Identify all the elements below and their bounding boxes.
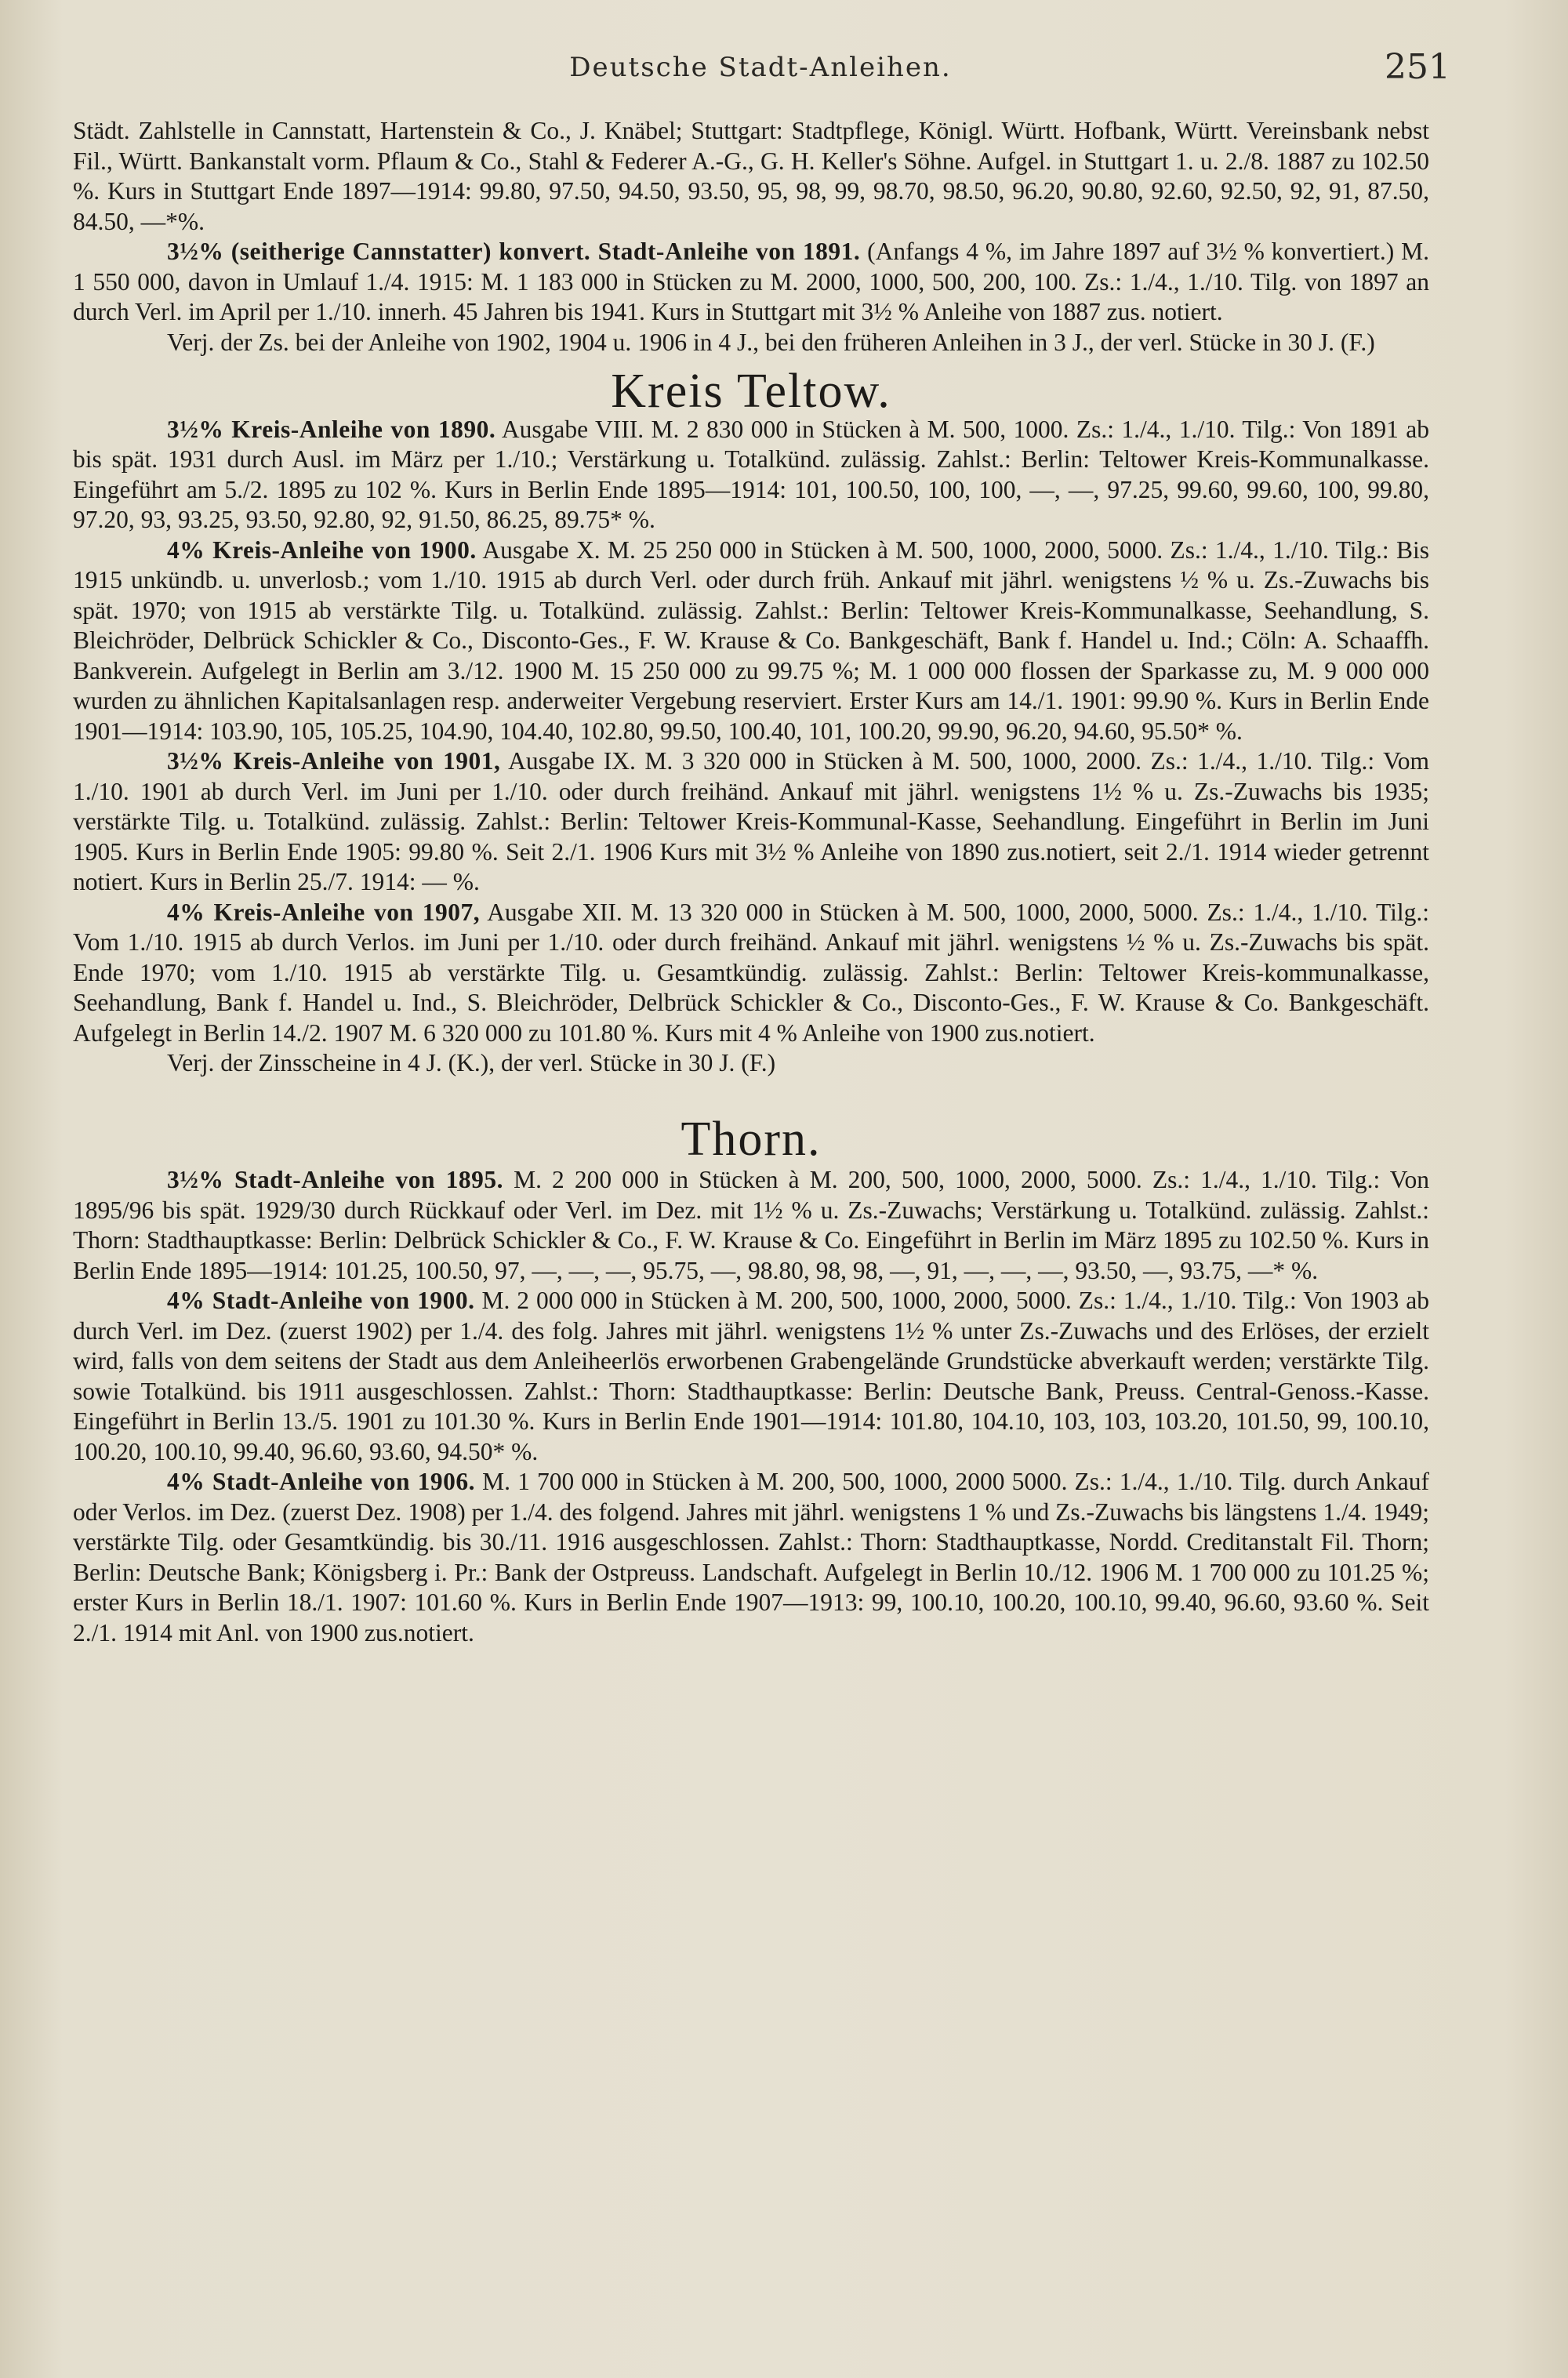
loan-title: 3½% Kreis-Anleihe von 1890.	[167, 415, 496, 443]
loan-text: Ausgabe XII. M. 13 320 000 in Stücken à M. 500, 1000, 2000, 5000. Zs.: 1./4., 1./10. Tilg.: Vom 1./10. 1915 ab durch Verlos. im Juni per 1./10. oder durch freihänd. Ankauf mit jährl. wenigstens ½ % u. Zs.-Zuwachs bis spät. Ende 1970; vom 1./10. 1915 ab verstärkte Tilg. u. Gesamtkündig. zulässig. Zahlst.: Berlin: Teltower Kreis-kommunalkasse, Seehandlung, Bank f. Handel u. Ind., S. Bleichröder, Delbrück Schickler & Co., Disconto-Ges., F. W. Krause & Co. Bankgeschäft. Aufgelegt in Berlin 14./2. 1907 M. 6 320 000 zu 101.80 %. Kurs mit 4 % Anleihe von 1900 zus.notiert.	[73, 898, 1429, 1047]
thorn-loan-1900	[73, 1286, 1429, 1467]
loan-title: 4% Stadt-Anleihe von 1906.	[167, 1468, 475, 1495]
loan-title: 3½% (seitherige Cannstatter) konvert. Stadt-Anleihe von 1891.	[167, 238, 861, 265]
section-heading-teltow: Kreis Teltow.	[611, 365, 891, 418]
section-heading-thorn: Thorn.	[681, 1112, 822, 1166]
section-kreis-teltow	[73, 365, 1430, 1079]
thorn-loan-1895	[73, 1165, 1429, 1286]
loan-title: 4% Kreis-Anleihe von 1900.	[167, 536, 477, 564]
teltow-loan-1901	[73, 746, 1429, 898]
page-body	[73, 116, 1429, 1648]
section-cannstatt	[73, 116, 1429, 358]
thorn-loan-1906	[73, 1467, 1429, 1648]
loan-text: (Anfangs 4 %, im Jahre 1897 auf 3½ % konvertiert.) M. 1 550 000, davon in Umlauf 1./4. 1915: M. 1 183 000 in Stücken zu M. 2000, 1000, 500, 200, 100. Zs.: 1./4., 1./10. Tilg. von 1897 an durch Verl. im April per 1./10. innerh. 45 Jahren bis 1941. Kurs in Stuttgart mit 3½ % Anleihe von 1887 zus. notiert.	[73, 238, 1429, 325]
cannstatt-continuation-paragraph: Städt. Zahlstelle in Cannstatt, Hartenstein & Co., J. Knäbel; Stuttgart: Stadtpflege, Königl. Württ. Hofbank, Württ. Vereinsbank nebst Fil., Württ. Bankanstalt vorm. Pflaum & Co., Stahl & Federer A.-G., G. H. Keller's Söhne. Aufgel. in Stuttgart 1. u. 2./8. 1887 zu 102.50 %. Kurs in Stuttgart Ende 1897—1914: 99.80, 97.50, 94.50, 93.50, 95, 98, 99, 98.70, 98.50, 96.20, 90.80, 92.60, 92.50, 92, 91, 87.50, 84.50, —*%.	[73, 117, 1429, 235]
loan-title: 4% Stadt-Anleihe von 1900.	[167, 1287, 475, 1314]
loan-text: M. 1 700 000 in Stücken à M. 200, 500, 1000, 2000 5000. Zs.: 1./4., 1./10. Tilg. durch Ankauf oder Verlos. im Dez. (zuerst Dez. 1908) per 1./4. des folgend. Jahres mit jährl. wenigstens 1 % und Zs.-Zuwachs bis längstens 1./4. 1949; verstärkte Tilg. oder Gesamtkündig. bis 30./11. 1916 ausgeschlossen. Zahlst.: Thorn: Stadthauptkasse, Nordd. Creditanstalt Fil. Thorn; Berlin: Deutsche Bank; Königsberg i. Pr.: Bank der Ostpreuss. Landschaft. Aufgelegt in Berlin 10./12. 1906 M. 1 700 000 zu 101.25 %; erster Kurs in Berlin 18./1. 1907: 101.60 %. Kurs in Berlin Ende 1907—1913: 99, 100.10, 100.20, 100.10, 99.40, 96.60, 93.60 %. Seit 2./1. 1914 mit Anl. von 1900 zus.notiert.	[73, 1468, 1430, 1646]
loan-text: Ausgabe IX. M. 3 320 000 in Stücken à M. 500, 1000, 2000. Zs.: 1./4., 1./10. Tilg.: Vom 1./10. 1901 ab durch Verl. im Juni per 1./10. oder durch freihänd. Ankauf mit jährl. wenigstens 1½ % u. Zs.-Zuwachs bis 1935; verstärkte Tilg. u. Totalkünd. zulässig. Zahlst.: Berlin: Teltower Kreis-Kommunal-Kasse, Seehandlung. Eingeführt in Berlin im Juni 1905. Kurs in Berlin Ende 1905: 99.80 %. Seit 2./1. 1906 Kurs mit 3½ % Anleihe von 1890 zus.notiert, seit 2./1. 1914 wieder getrennt notiert. Kurs in Berlin 25./7. 1914: — %.	[73, 747, 1430, 895]
teltow-loan-1890	[73, 415, 1429, 536]
running-title: Deutsche Stadt-Anleihen.	[569, 52, 952, 83]
loan-text: M. 2 000 000 in Stücken à M. 200, 500, 1000, 2000, 5000. Zs.: 1./4., 1./10. Tilg.: Von 1903 ab durch Verl. im Dez. (zuerst 1902) per 1./4. des folg. Jahres mit jährl. wenigstens 1½ % unter Zs.-Zuwachs und des Erlöses, der erzielt wird, falls von dem seitens der Stadt aus dem Anleiheerlös erworbenen Grabengelände Grundstücke abverkauft werden; verstärkte Tilg. sowie Totalkünd. bis 1911 ausgeschlossen. Zahlst.: Thorn: Stadthauptkasse: Berlin: Deutsche Bank, Preuss. Central-Genoss.-Kasse. Eingeführt in Berlin 13./5. 1901 zu 101.30 %. Kurs in Berlin Ende 1901—1914: 101.80, 104.10, 103, 103, 103.20, 101.50, 99, 100.10, 100.20, 100.10, 99.40, 96.60, 93.60, 94.50* %.	[73, 1287, 1429, 1465]
teltow-loan-1907	[73, 898, 1429, 1049]
loan-title: 4% Kreis-Anleihe von 1907,	[167, 898, 481, 926]
section-thorn	[73, 1112, 1430, 1649]
teltow-verjaehrung: Verj. der Zinsscheine in 4 J. (K.), der verl. Stücke in 30 J. (F.)	[167, 1049, 776, 1076]
loan-text: Ausgabe X. M. 25 250 000 in Stücken à M. 500, 1000, 2000, 5000. Zs.: 1./4., 1./10. Tilg.: Bis 1915 unkündb. u. unverlosb.; vom 1./10. 1915 ab durch Verl. oder durch früh. Ankauf mit jährl. wenigstens ½ % u. Zs.-Zuwachs bis spät. 1970; von 1915 ab verstärkte Tilg. u. Totalkünd. zulässig. Zahlst.: Berlin: Teltower Kreis-Kommunalkasse, Seehandlung, S. Bleichröder, Delbrück Schickler & Co., Disconto-Ges., F. W. Krause & Co. Bankgeschäft, Bank f. Handel u. Ind.; Cöln: A. Schaaffh. Bankverein. Aufgelegt in Berlin am 3./12. 1900 M. 15 250 000 zu 99.75 %; M. 1 000 000 flossen der Sparkasse zu, M. 9 000 000 wurden zu ähnlichen Kapitalsanlagen resp. anderweiter Vergebung reserviert. Erster Kurs am 14./1. 1901: 99.90 %. Kurs in Berlin Ende 1901—1914: 103.90, 105, 105.25, 104.90, 104.40, 102.80, 99.50, 100.40, 101, 100.20, 99.90, 96.20, 94.60, 95.50* %.	[73, 536, 1430, 745]
page-header	[71, 41, 1450, 88]
loan-title: 3½% Kreis-Anleihe von 1901,	[167, 747, 501, 775]
cannstatt-verjaehrung: Verj. der Zs. bei der Anleihe von 1902, 1904 u. 1906 in 4 J., bei den früheren Anleihen in 3 J., der verl. Stücke in 30 J. (F.)	[167, 328, 1375, 356]
cannstatt-1891-loan-paragraph	[73, 237, 1429, 328]
page-number: 251	[1385, 47, 1450, 87]
loan-text: Ausgabe VIII. M. 2 830 000 in Stücken à M. 500, 1000. Zs.: 1./4., 1./10. Tilg.: Von 1891 ab bis spät. 1931 durch Ausl. im März per 1./10.; Verstärkung u. Totalkünd. zulässig. Zahlst.: Berlin: Teltower Kreis-Kommunalkasse. Eingeführt am 5./2. 1895 zu 102 %. Kurs in Berlin Ende 1895—1914: 101, 100.50, 100, 100, —, —, 97.25, 99.60, 99.60, 100, 99.80, 97.20, 93, 93.25, 93.50, 92.80, 92, 91.50, 86.25, 89.75* %.	[73, 415, 1429, 533]
loan-text: M. 2 200 000 in Stücken à M. 200, 500, 1000, 2000, 5000. Zs.: 1./4., 1./10. Tilg.: Von 1895/96 bis spät. 1929/30 durch Rückkauf oder Verl. im Dez. mit 1½ % u. Zs.-Zuwachs; Verstärkung u. Totalkünd. zulässig. Zahlst.: Thorn: Stadthauptkasse: Berlin: Delbrück Schickler & Co., F. W. Krause & Co. Eingeführt in Berlin im März 1895 zu 102.50 %. Kurs in Berlin Ende 1895—1914: 101.25, 100.50, 97, —, —, —, 95.75, —, 98.80, 98, 98, —, 91, —, —, —, 93.50, —, 93.75, —* %.	[73, 1166, 1429, 1284]
teltow-loan-1900	[73, 536, 1429, 747]
loan-title: 3½% Stadt-Anleihe von 1895.	[167, 1166, 503, 1193]
